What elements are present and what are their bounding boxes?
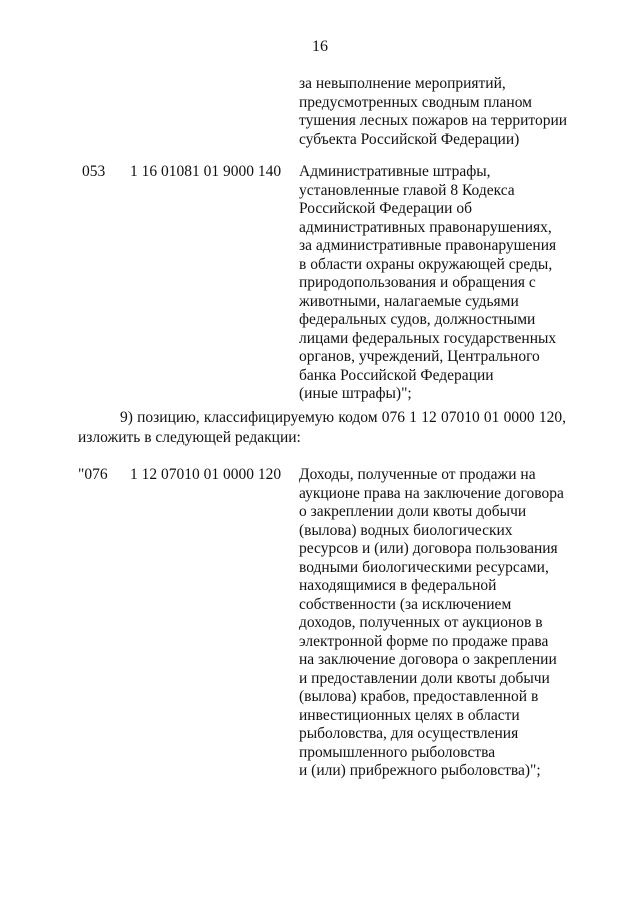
kbk-code: 1 12 07010 01 0000 120 xyxy=(130,466,282,483)
description-line: тушения лесных пожаров на территории xyxy=(299,112,568,129)
description-line: доходов, полученных от аукционов в xyxy=(299,614,543,631)
admin-code: 053 xyxy=(82,163,106,180)
paragraph-line: 9) позицию, классифицируемую кодом 076 1 12 07010 01 0000 120, xyxy=(120,409,566,426)
description-line: на заключение договора о закреплении xyxy=(299,651,557,668)
description-line: установленные главой 8 Кодекса xyxy=(299,181,515,199)
description-line: за административные правонарушения xyxy=(299,237,557,254)
description-line: (иные штрафы)"; xyxy=(299,385,412,402)
description-line: и (или) прибрежного рыболовства)"; xyxy=(299,762,541,779)
page-number: 16 xyxy=(312,38,328,55)
description-line: (вылова) крабов, предоставленной в xyxy=(299,688,539,705)
description-line: электронной форме по продаже права xyxy=(299,632,549,650)
description-line: природопользования и обращения с xyxy=(299,274,536,291)
description-line: органов, учреждений, Центрального xyxy=(299,348,540,365)
description-line: Административные штрафы, xyxy=(299,163,491,180)
description-line: находящимися в федеральной xyxy=(299,577,497,594)
amendment-paragraph xyxy=(78,408,566,448)
row-description xyxy=(299,163,599,404)
description-line: аукционе права на заключение договора xyxy=(299,484,564,502)
row-description xyxy=(299,466,599,781)
admin-code: "076 xyxy=(78,466,108,483)
description-line: (вылова) водных биологических xyxy=(299,521,513,539)
description-line: Российской Федерации об xyxy=(299,200,472,217)
description-line: банка Российской Федерации xyxy=(299,366,494,384)
paragraph-line: изложить в следующей редакции: xyxy=(78,429,301,446)
description-line: рыболовства, для осуществления xyxy=(299,725,519,742)
description-line: собственности (за исключением xyxy=(299,595,512,613)
description-line: водными биологическими ресурсами, xyxy=(299,558,549,576)
description-line: административных правонарушениях, xyxy=(299,218,552,236)
continuation-description xyxy=(299,75,599,149)
description-line: за невыполнение мероприятий, xyxy=(299,75,506,92)
description-line: ресурсов и (или) договора пользования xyxy=(299,540,558,557)
description-line: Доходы, полученные от продажи на xyxy=(299,466,536,483)
description-line: субъекта Российской Федерации) xyxy=(299,130,520,148)
description-line: предусмотренных сводным планом xyxy=(299,93,532,111)
kbk-code: 1 16 01081 01 9000 140 xyxy=(130,163,282,180)
description-line: инвестиционных целях в области xyxy=(299,706,520,724)
description-line: и предоставлении доли квоты добычи xyxy=(299,669,550,687)
description-line: о закреплении доли квоты добычи xyxy=(299,503,527,520)
description-line: промышленного рыболовства xyxy=(299,743,496,761)
description-line: животными, налагаемые судьями xyxy=(299,292,519,310)
description-line: лицами федеральных государственных xyxy=(299,329,557,347)
description-line: федеральных судов, должностными xyxy=(299,311,536,328)
description-line: в области охраны окружающей среды, xyxy=(299,255,553,273)
